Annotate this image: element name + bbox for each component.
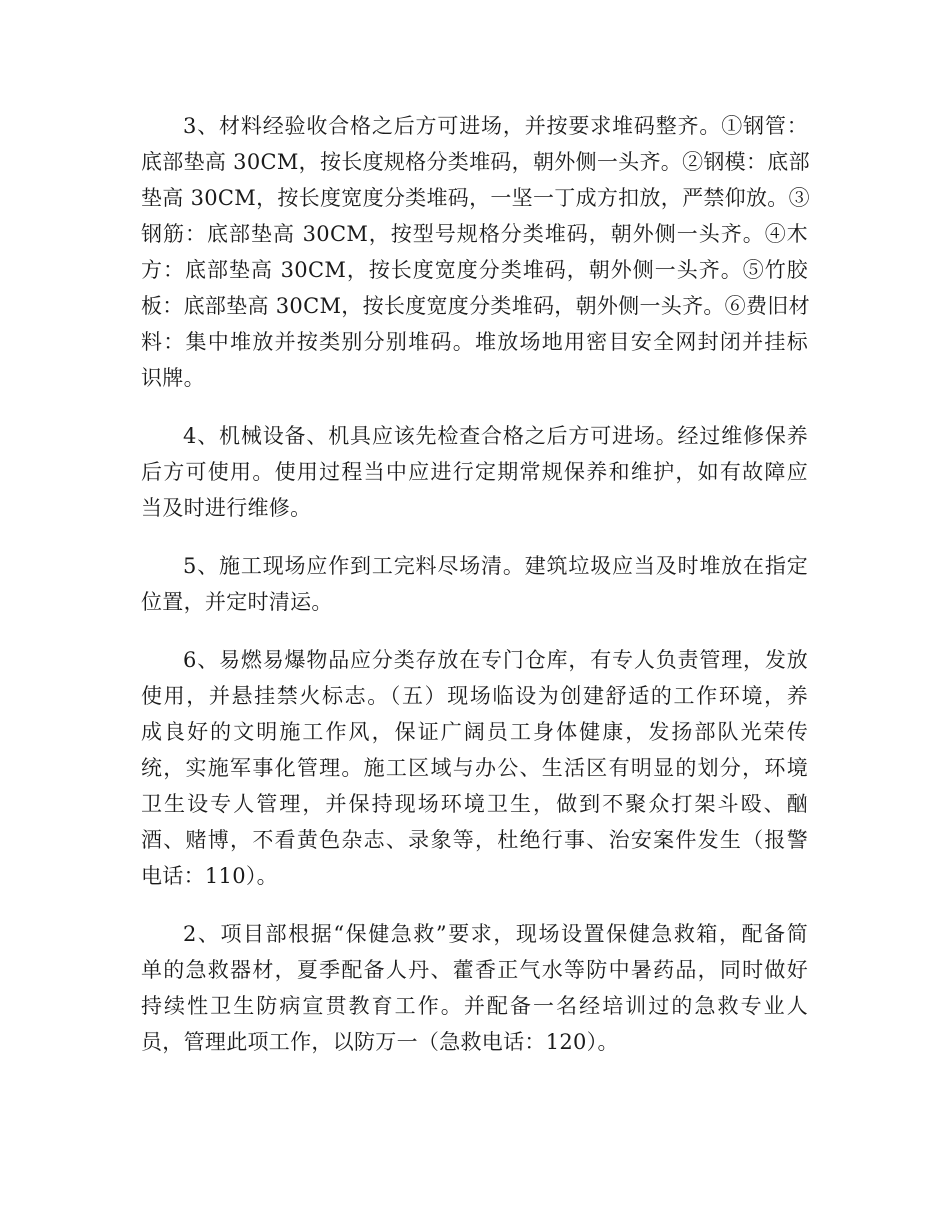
paragraph-first-aid xyxy=(141,916,808,1060)
text-line: 成良好的文明施工作风，保证广阔员工身体健康，发扬部队光荣传 xyxy=(141,720,808,744)
text-line: 板：底部垫高 30CM，按长度宽度分类堆码，朝外侧一头齐。⑥费旧材 xyxy=(141,294,810,318)
paragraph-site-cleanup xyxy=(141,548,808,620)
text-line: 方：底部垫高 30CM，按长度宽度分类堆码，朝外侧一头齐。⑤竹胶 xyxy=(141,258,808,282)
paragraph-machinery xyxy=(141,418,808,526)
text-line: 料：集中堆放并按类别分别堆码。堆放场地用密目安全网封闭并挂标 xyxy=(141,330,808,354)
text-line: 6、易燃易爆物品应分类存放在专门仓库，有专人负责管理，发放 xyxy=(183,648,808,672)
text-line: 电话：110）。 xyxy=(141,864,278,888)
text-line: 使用，并悬挂禁火标志。（五）现场临设为创建舒适的工作环境，养 xyxy=(141,684,808,708)
text-line: 单的急救器材，夏季配备人丹、藿香正气水等防中暑药品，同时做好 xyxy=(141,958,808,982)
paragraph-materials xyxy=(141,108,808,396)
text-line: 统，实施军事化管理。施工区域与办公、生活区有明显的划分，环境 xyxy=(141,756,808,780)
document-body xyxy=(141,108,808,1082)
text-line: 垫高 30CM，按长度宽度分类堆码，一坚一丁成方扣放，严禁仰放。③ xyxy=(141,186,810,210)
text-line: 5、施工现场应作到工完料尽场清。建筑垃圾应当及时堆放在指定 xyxy=(183,554,808,578)
text-line: 当及时进行维修。 xyxy=(141,496,312,520)
text-line: 识牌。 xyxy=(141,366,205,390)
paragraph-flammables xyxy=(141,642,808,894)
text-line: 3、材料经验收合格之后方可进场，并按要求堆码整齐。①钢管： xyxy=(183,114,808,138)
text-line: 后方可使用。使用过程当中应进行定期常规保养和维护，如有故障应 xyxy=(141,460,808,484)
text-line: 钢筋：底部垫高 30CM，按型号规格分类堆码，朝外侧一头齐。④木 xyxy=(141,222,808,246)
text-line: 底部垫高 30CM，按长度规格分类堆码，朝外侧一头齐。②钢模：底部 xyxy=(141,150,810,174)
text-line: 卫生设专人管理，并保持现场环境卫生，做到不聚众打架斗殴、酗 xyxy=(141,792,808,816)
text-line: 持续性卫生防病宣贯教育工作。并配备一名经培训过的急救专业人 xyxy=(141,994,808,1018)
text-line: 4、机械设备、机具应该先检查合格之后方可进场。经过维修保养 xyxy=(183,424,808,448)
text-line: 2、项目部根据“保健急救”要求，现场设置保健急救箱，配备简 xyxy=(183,922,808,946)
text-line: 酒、赌博，不看黄色杂志、录象等，杜绝行事、治安案件发生（报警 xyxy=(141,828,808,852)
text-line: 位置，并定时清运。 xyxy=(141,590,333,614)
text-line: 员，管理此项工作，以防万一（急救电话：120）。 xyxy=(141,1030,619,1054)
